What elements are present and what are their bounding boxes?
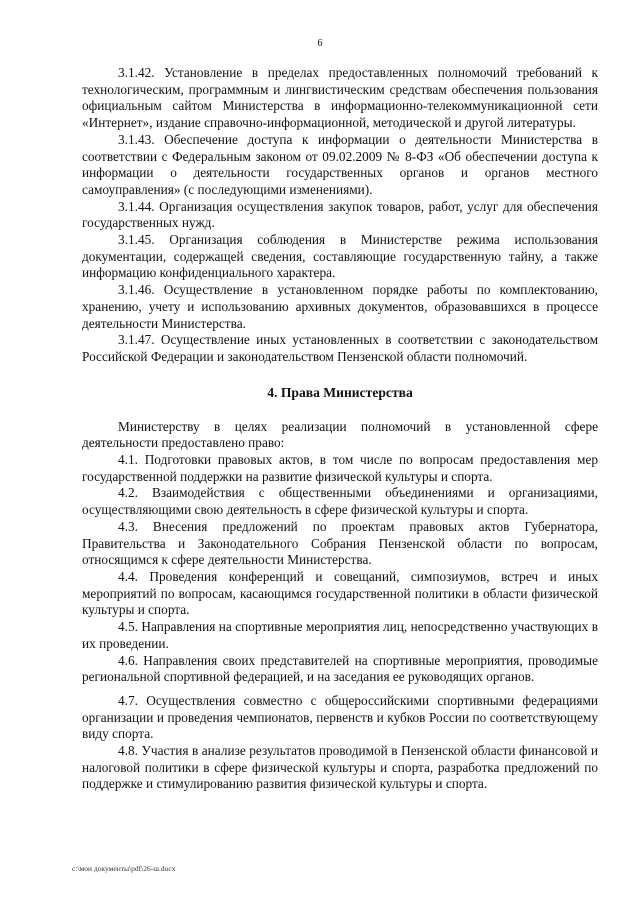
paragraph-4-2: 4.2. Взаимодействия с общественными объединениями и организациями, осуществляющими свою деятельность в сфере физической культуры и спорта. xyxy=(82,485,598,518)
paragraph-4-8: 4.8. Участия в анализе результатов проводимой в Пензенской области финансовой и налоговой политики в сфере физической культуры и спорта, разработка предложений по поддержке и стимулированию развития физической культуры и спорта. xyxy=(82,743,598,792)
paragraph-3-1-45: 3.1.45. Организация соблюдения в Министерстве режима использования документации, содержащей сведения, составляющие государственную тайну, а также информацию конфиденциального характера. xyxy=(82,232,598,281)
page-number: 6 xyxy=(317,38,323,49)
paragraph-3-1-42: 3.1.42. Установление в пределах предоставленных полномочий требований к технологическим, программным и лингвистическим средствам обеспечения пользования официальным сайтом Министерства в информационно-телекоммуникационной сети «Интернет», издание справочно-информационной, методической и другой литературы. xyxy=(82,65,598,131)
paragraph-4-3: 4.3. Внесения предложений по проектам правовых актов Губернатора, Правительства и Законодательного Собрания Пензенской области по вопросам, относящимся к сфере деятельности Министерства. xyxy=(82,518,598,568)
paragraph-4-6: 4.6. Направления своих представителей на спортивные мероприятия, проводимые региональной спортивной федерацией, и на заседания ее руководящих органов. xyxy=(82,652,598,685)
paragraph-4-1: 4.1. Подготовки правовых актов, в том числе по вопросам предоставления мер государственной поддержки на развитие физической культуры и спорта. xyxy=(82,452,598,484)
document-body xyxy=(82,65,598,793)
paragraph-3-1-44: 3.1.44. Организация осуществления закупок товаров, работ, услуг для обеспечения государственных нужд. xyxy=(82,198,598,231)
paragraph-3-1-43: 3.1.43. Обеспечение доступа к информации о деятельности Министерства в соответствии с Федеральным законом от 09.02.2009 № 8-ФЗ «Об обеспечении доступа к информации о деятельности государственных органов и органов местного самоуправления» (с последующими изменениями). xyxy=(82,131,598,197)
paragraph-3-1-46: 3.1.46. Осуществление в установленном порядке работы по комплектованию, хранению, учету и использованию архивных документов, образовавшихся в процессе деятельности Министерства. xyxy=(82,282,598,331)
paragraph-4-7: 4.7. Осуществления совместно с общероссийскими спортивными федерациями организации и проведения чемпионатов, первенств и кубков России по соответствующему виду спорта. xyxy=(82,692,598,742)
paragraph-4-5: 4.5. Направления на спортивные мероприятия лиц, непосредственно участвующих в их проведении. xyxy=(82,619,598,651)
paragraph-4-4: 4.4. Проведения конференций и совещаний, симпозиумов, встреч и иных мероприятий по вопросам, касающимся государственной политики в области физической культуры и спорта. xyxy=(82,568,598,618)
section-intro: Министерству в целях реализации полномочий в установленной сфере деятельности предоставлено право: xyxy=(82,418,598,451)
file-path-footer: c:\мои документы\pdf\26-ш.docx xyxy=(72,864,176,873)
section-heading: 4. Права Министерства xyxy=(267,384,413,400)
paragraph-3-1-47: 3.1.47. Осуществление иных установленных в соответствии с законодательством Российской Федерации и законодательством Пензенской области полномочий. xyxy=(82,332,598,364)
